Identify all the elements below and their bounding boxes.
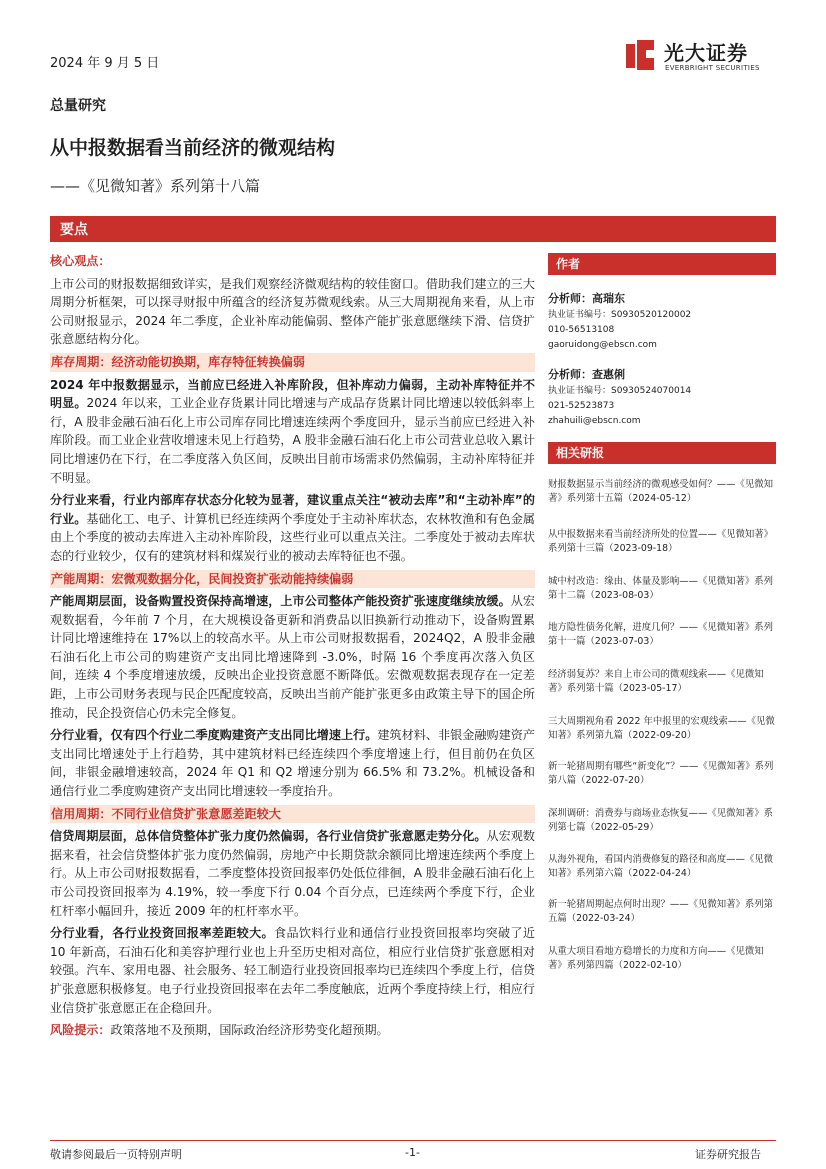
author-1 [548, 290, 776, 353]
report-title: 从中报数据看当前经济的微观结构 [50, 137, 336, 159]
credit-p2-text: 食品饮料行业和通信行业投资回报率均突破了近 10 年新高，石油石化和美容护理行业也上升至历史相对高位，相应行业信贷扩张意愿相对较强。汽车、家用电器、社会服务、轻工制造行业投资回报率均已连续四个季度上行，信贷扩张意愿积极修复。电子行业投资回报率在去年二季度触底，近两个季度持续上行，相应行业信贷扩张意愿正在企稳回升。 [50, 926, 535, 1015]
footer-label: 证券研究报告 [695, 1148, 761, 1161]
author-2-cert: 执业证书编号：S0930524070014 [548, 386, 692, 396]
footer-disclaimer: 敬请参阅最后一页特别声明 [50, 1148, 182, 1161]
credit-p1-text: 从宏观数据来看，社会信贷整体扩张力度仍然偏弱，房地产中长期贷款余额同比增速连续两个季度上行。从上市公司财报数据看，二季度整体投资回报率仍处低位徘徊，A 股非金融石油石化上市公司投资回报率为 4.19%，较一季度下行 0.04 个百分点，已连续两个季度下行，企业杠杆率小幅回升，接近 2009 年的杠杆率水平。 [50, 829, 535, 918]
related-report-item[interactable]: 深圳调研：消费券与商场业态恢复——《见微知著》系列第七篇（2022-05-29） [548, 808, 774, 833]
capacity-p1-text: 从宏观数据看，今年前 7 个月，在大规模设备更新和消费品以旧换新行动推动下，设备购置累计同比增速维持在 17%以上的较高水平。从上市公司财报数据看，2024Q2，A 股非金融石油石化上市公司的购建资产支出同比增速降到 -3.0%，时隔 16 个季度再次落入负区间，连续 4 个季度增速放缓，反映出企业投资意愿不断降低。宏微观数据表现存在一定差距，上市公司财务表现与民企匹配度较高，反映出当前产能扩张更多由政策主导下的国企所推动，民企投资信心仍未完全修复。 [50, 594, 535, 720]
related-report-item[interactable]: 三大周期视角看 2022 年中报里的宏观线索——《见微知著》系列第九篇（2022-09-20） [548, 716, 775, 741]
author-1-name: 分析师：高瑞东 [548, 292, 625, 305]
report-subtitle: ——《见微知著》系列第十八篇 [50, 177, 261, 195]
author-2-phone: 021-52523873 [548, 401, 615, 411]
report-date: 2024 年 9 月 5 日 [50, 56, 160, 71]
author-1-phone: 010-56513108 [548, 325, 615, 335]
author-1-email[interactable]: gaoruidong@ebscn.com [548, 340, 657, 350]
risk-text: 政策落地不及预期，国际政治经济形势变化超预期。 [110, 1023, 389, 1038]
brand-name-en: EVERBRIGHT SECURITIES [665, 64, 760, 72]
capacity-p2-text: 建筑材料、非银金融购建资产支出同比增速处于上行趋势，其中建筑材料已经连续四个季度增速上行，但目前仍在负区间，非银金融增速较高，2024 年 Q1 和 Q2 增速分别为 66.5% 和 73.2%。机械设备和通信行业二季度购建资产支出同比增速较一季度抬升。 [50, 728, 535, 799]
inventory-paragraph-1 [50, 376, 535, 488]
related-report-item[interactable]: 从重大项目看地方稳增长的力度和方向——《见微知著》系列第四篇（2022-02-10） [548, 946, 764, 971]
related-report-item[interactable]: 从海外视角，看国内消费修复的路径和高度——《见微知著》系列第六篇（2022-04-24） [548, 854, 774, 879]
capacity-p1-lead: 产能周期层面，设备购置投资保持高增速，上市公司整体产能投资扩张速度继续放缓。 [50, 594, 511, 609]
inventory-p2-text: 基础化工、电子、计算机已经连续两个季度处于主动补库状态，农林牧渔和有色金属由上个季度的被动去库进入主动补库阶段，这些行业可以重点关注。二季度处于被动去库状态的行业较少，仅有的建筑材料和煤炭行业的被动去库特征也不强。 [50, 511, 535, 563]
credit-paragraph-1 [50, 827, 535, 920]
related-label: 相关研报 [556, 446, 605, 460]
related-reports-list [548, 478, 776, 988]
related-report-item[interactable]: 地方隐性债务化解，进度几何？——《见微知著》系列第十一篇（2023-07-03） [548, 622, 774, 647]
related-report-item[interactable]: 城中村改造：缘由、体量及影响——《见微知著》系列第十二篇（2023-08-03） [548, 576, 774, 601]
inventory-heading: 库存周期：经济动能切换期，库存特征转换偏弱 [50, 353, 535, 372]
related-header [548, 442, 776, 464]
risk-paragraph [50, 1021, 535, 1040]
credit-p1-lead: 信贷周期层面，总体信贷整体扩张力度仍然偏弱，各行业信贷扩张意愿走势分化。 [50, 829, 487, 844]
inventory-paragraph-2 [50, 491, 535, 565]
brand-logo-icon [624, 38, 656, 72]
credit-paragraph-2 [50, 924, 535, 1017]
page-number: -1- [405, 1146, 420, 1159]
author-2-name: 分析师：查惠俐 [548, 368, 625, 381]
author-2 [548, 366, 776, 429]
brand-name-cn: 光大证券 [664, 41, 748, 65]
authors-header [548, 253, 776, 275]
core-paragraph: 上市公司的财报数据细致详实，是我们观察经济微观结构的较佳窗口。借助我们建立的三大周期分析框架，可以探寻财报中所蕴含的经济复苏微观线索。从三大周期视角来看，从上市公司财报显示，2024 年二季度，企业补库动能偏弱、整体产能扩张意愿继续下滑、信贷扩张意愿结构分化。 [50, 276, 535, 347]
inventory-p1-text: 2024 年以来，工业企业存货累计同比增速与产成品存货累计同比增速以较低斜率上行，A 股非金融石油石化上市公司库存同比增速连续两个季度回升，显示当前应已经进入补库阶段。而工业企业营收增速未见上行趋势，A 股非金融石油石化上市公司营业总收入累计同比增速仍在下行，在二季度落入负区间，反映出目前市场需求仍然偏弱，主动补库特征并不明显。 [50, 396, 535, 485]
credit-p2-lead: 分行业看，各行业投资回报率差距较大。 [50, 926, 274, 941]
capacity-paragraph-1 [50, 592, 535, 722]
report-category: 总量研究 [50, 98, 106, 114]
author-2-email[interactable]: zhahuili@ebscn.com [548, 416, 641, 426]
risk-label: 风险提示： [50, 1023, 111, 1038]
related-report-item[interactable]: 经济弱复苏？来自上市公司的微观线索——《见微知著》系列第十篇（2023-05-17） [548, 669, 764, 694]
inventory-p2-lead: 分行业来看，行业内部库存状态分化较为显著，建议重点关注“被动去库”和“主动补库”的行业。 [50, 493, 535, 526]
footer-divider [50, 1140, 776, 1141]
credit-heading: 信用周期：不同行业信贷扩张意愿差距较大 [50, 805, 535, 824]
related-report-item[interactable]: 新一轮猪周期有哪些“新变化”？——《见微知著》系列第八篇（2022-07-20） [548, 761, 774, 786]
capacity-heading: 产能周期：宏微观数据分化，民间投资扩张动能持续偏弱 [50, 570, 535, 589]
related-report-item[interactable]: 从中报数据来看当前经济所处的位置——《见微知著》系列第十三篇（2023-09-18） [548, 529, 774, 554]
author-1-cert: 执业证书编号：S0930520120002 [548, 310, 692, 320]
key-points-label: 要点 [60, 222, 88, 238]
main-content [50, 252, 535, 1044]
brand-logo [624, 38, 784, 78]
inventory-p1-lead: 2024 年中报数据显示，当前应已经进入补库阶段，但补库动力偏弱，主动补库特征并不明显。 [50, 377, 535, 411]
authors-label: 作者 [556, 257, 581, 271]
key-points-bar [50, 216, 776, 242]
related-report-item[interactable]: 新一轮猪周期起点何时出现？——《见微知著》系列第五篇（2022-03-24） [548, 899, 774, 924]
related-report-item[interactable]: 财报数据显示当前经济的微观感受如何？——《见微知著》系列第十五篇（2024-05-12） [548, 479, 774, 504]
capacity-paragraph-2 [50, 726, 535, 800]
core-heading: 核心观点： [50, 254, 111, 268]
capacity-p2-lead: 分行业看，仅有四个行业二季度购建资产支出同比增速上行。 [50, 728, 378, 743]
